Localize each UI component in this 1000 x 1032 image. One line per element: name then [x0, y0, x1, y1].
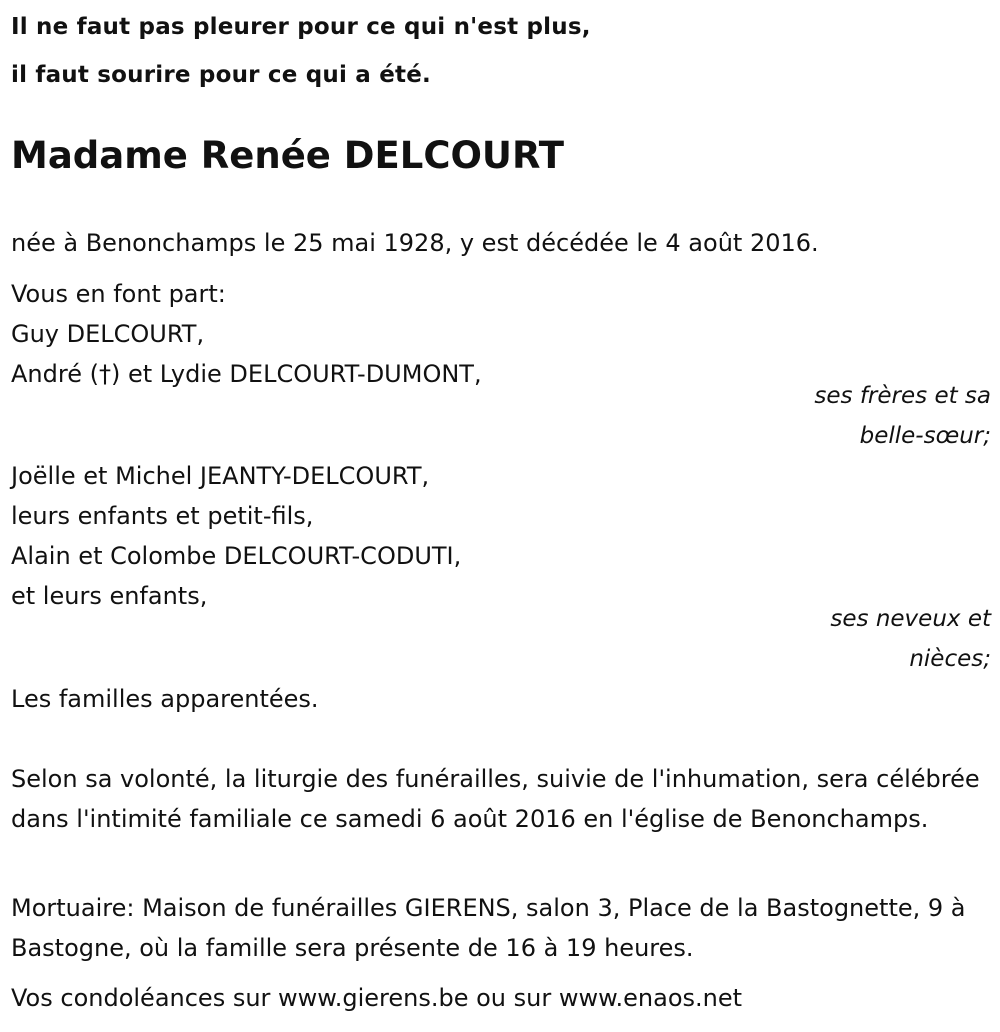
epitaph-line-2: il faut sourire pour ce qui a été. — [11, 62, 431, 88]
epitaph-line-1: Il ne faut pas pleurer pour ce qui n'est plus, — [11, 14, 591, 40]
relation-label: ses neveux et — [830, 606, 991, 632]
deceased-name: Madame Renée DELCOURT — [11, 134, 565, 177]
birth-death-line: née à Benonchamps le 25 mai 1928, y est décédée le 4 août 2016. — [11, 229, 819, 257]
family-member: leurs enfants et petit-fils, — [11, 502, 314, 530]
relation-label: ses frères et sa — [814, 383, 991, 409]
family-member: Joëlle et Michel JEANTY-DELCOURT, — [11, 462, 430, 490]
family-member: André (†) et Lydie DELCOURT-DUMONT, — [11, 360, 482, 388]
mortuary-paragraph: Mortuaire: Maison de funérailles GIERENS, salon 3, Place de la Bastognette, 9 à Bastogne, où la famille sera présente de 16 à 19 heures. — [11, 894, 966, 962]
relation-label: belle-sœur; — [859, 423, 991, 449]
family-member: Guy DELCOURT, — [11, 320, 205, 348]
relation-label: nièces; — [909, 646, 991, 672]
families-line: Les familles apparentées. — [11, 685, 319, 713]
liturgy-paragraph: Selon sa volonté, la liturgie des funérailles, suivie de l'inhumation, sera célébrée dans l'intimité familiale ce samedi 6 août 2016 en l'église de Benonchamps. — [11, 765, 980, 833]
family-member: et leurs enfants, — [11, 582, 208, 610]
family-member: Alain et Colombe DELCOURT-CODUTI, — [11, 542, 462, 570]
announcement-intro: Vous en font part: — [11, 280, 226, 308]
condolences-line: Vos condoléances sur www.gierens.be ou sur www.enaos.net — [11, 984, 743, 1012]
